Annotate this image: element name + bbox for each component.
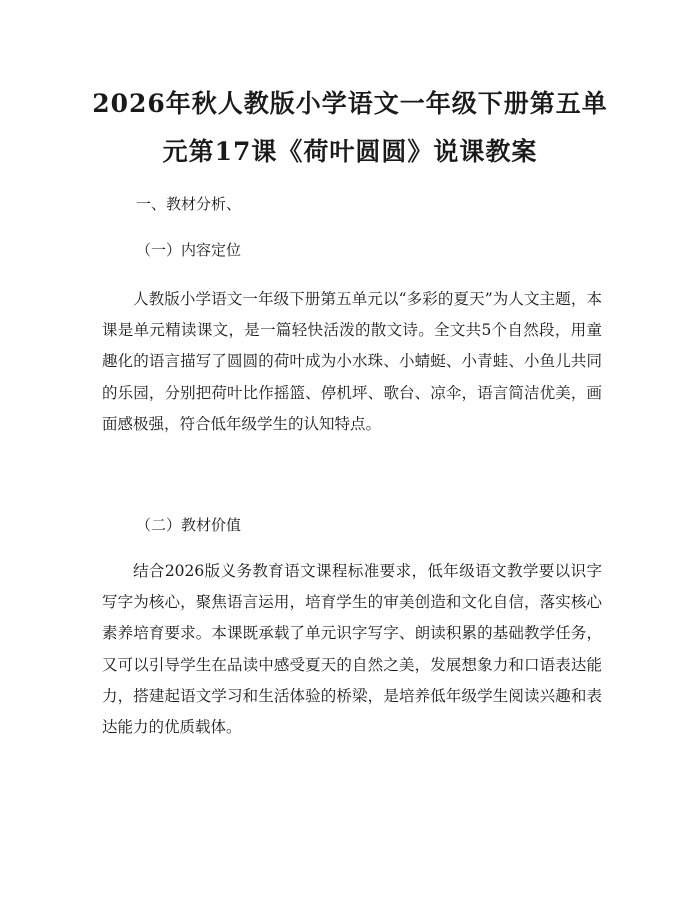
section-heading-textbook-analysis: 一、教材分析、 [136,195,242,213]
subsection-heading-textbook-value: （二）教材价值 [136,516,242,534]
document-title-line-2: 元第17课《荷叶圆圆》说课教案 [162,137,538,166]
paragraph-content-positioning: 人教版小学语文一年级下册第五单元以“多彩的夏天”为人文主题，本课是单元精读课文，是一篇轻快活泼的散文诗。全文共5个自然段，用童趣化的语言描写了圆圆的荷叶成为小水珠、小蜻蜓、小青蛙、小鱼儿共同的乐园，分别把荷叶比作摇篮、停机坪、歌台、凉伞，语言简洁优美，画面感极强，符合低年级学生的认知特点。 [102,290,602,433]
document-title-line-1: 2026年秋人教版小学语文一年级下册第五单 [92,89,608,118]
paragraph-textbook-value: 结合2026版义务教育语文课程标准要求，低年级语文教学要以识字写字为核心，聚焦语言运用，培育学生的审美创造和文化自信，落实核心素养培育要求。本课既承载了单元识字写字、朗读积累的基础教学任务，又可以引导学生在品读中感受夏天的自然之美，发展想象力和口语表达能力，搭建起语文学习和生活体验的桥梁，是培养低年级学生阅读兴趣和表达能力的优质载体。 [102,562,602,737]
subsection-heading-content-positioning: （一）内容定位 [136,241,242,259]
